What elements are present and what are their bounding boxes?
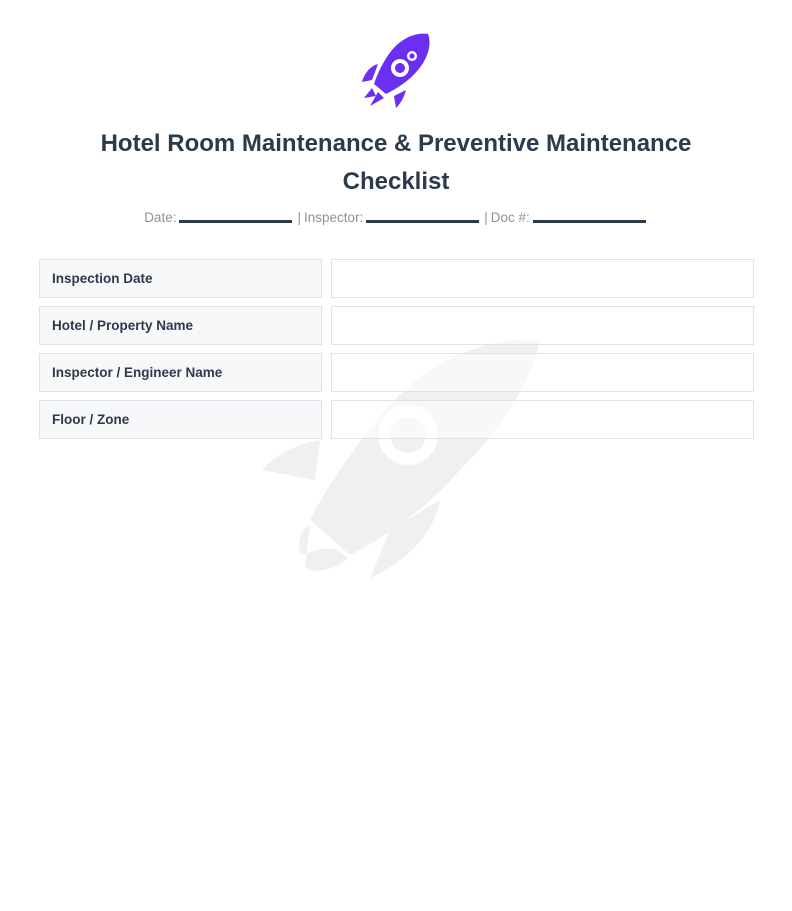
inspector-label: Inspector: (303, 210, 364, 225)
field-label: Inspector / Engineer Name (39, 353, 322, 392)
date-label: Date: (144, 210, 177, 225)
inspection-date-field[interactable] (331, 259, 754, 298)
date-blank-line[interactable] (179, 220, 292, 223)
field-label: Inspection Date (39, 259, 322, 298)
inspector-blank-line[interactable] (366, 220, 479, 223)
meta-separator: | (484, 210, 488, 225)
inspection-info-form (39, 259, 754, 439)
document-title: Hotel Room Maintenance & Preventive Maintenance Checklist (100, 130, 692, 195)
doc-number-blank-line[interactable] (533, 220, 646, 223)
document-meta-line (0, 209, 792, 227)
inspector-name-field[interactable] (331, 353, 754, 392)
property-name-field[interactable] (331, 306, 754, 345)
rocket-logo-icon (358, 30, 438, 112)
form-row-floor-zone (39, 400, 754, 439)
form-row-property-name (39, 306, 754, 345)
floor-zone-field[interactable] (331, 400, 754, 439)
form-row-inspector-name (39, 353, 754, 392)
field-label: Hotel / Property Name (39, 306, 322, 345)
meta-separator: | (297, 210, 301, 225)
doc-number-label: Doc #: (490, 210, 530, 225)
form-row-inspection-date (39, 259, 754, 298)
field-label: Floor / Zone (39, 400, 322, 439)
